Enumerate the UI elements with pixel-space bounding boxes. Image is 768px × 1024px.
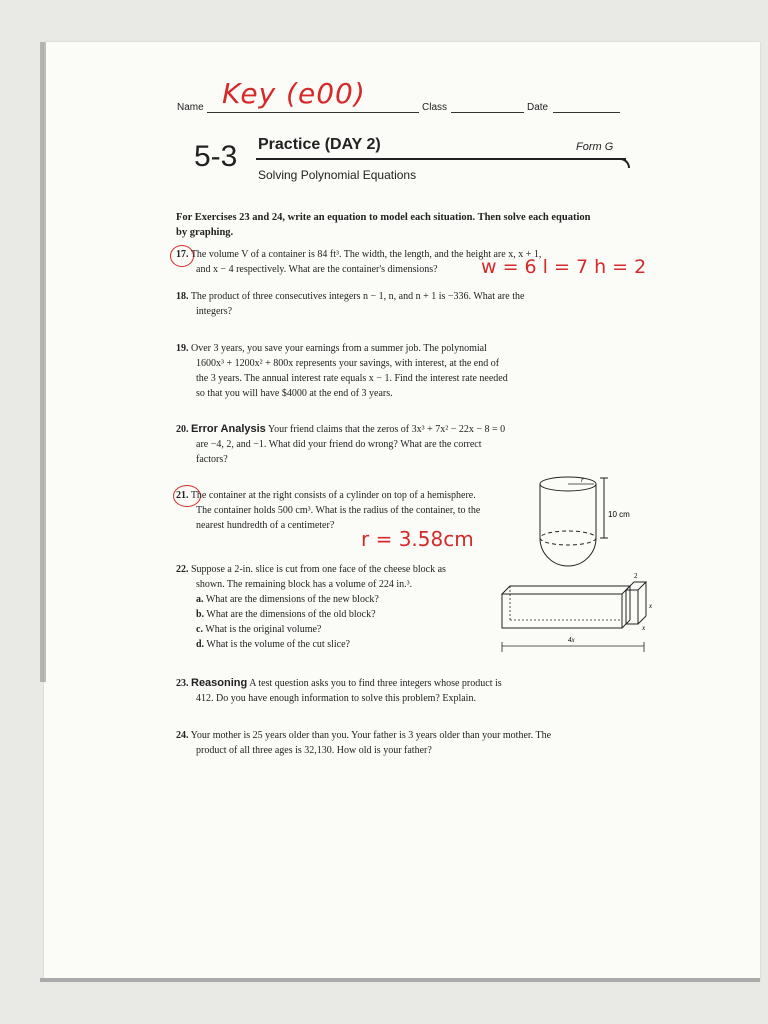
cheese-block-figure [498, 572, 658, 662]
exercise-text: integers? [196, 306, 233, 317]
exercise-text: The volume V of a container is 84 ft³. The width, the length, and the height are x, x + 1, [190, 249, 542, 260]
form-label: Form G [576, 141, 614, 153]
part-label: a. [196, 594, 204, 605]
exercise-text: The container at the right consists of a cylinder on top of a hemisphere. [190, 490, 476, 501]
exercise-text: 412. Do you have enough information to solve this problem? Explain. [196, 693, 476, 704]
slice-width-label: 2 [634, 572, 638, 580]
part-label: c. [196, 624, 203, 635]
exercise-number: 24. [176, 730, 189, 741]
height-label: x [649, 602, 653, 610]
exercise-number: 18. [176, 291, 189, 302]
lesson-number: 5-3 [194, 140, 238, 173]
radius-label: r [581, 476, 584, 484]
height-label: 10 cm [608, 510, 630, 519]
exercise-number: 17. [176, 249, 189, 260]
answer-17-handwritten: w = 6 l = 7 h = 2 [481, 256, 647, 278]
exercise-text: 1600x³ + 1200x² + 800x represents your savings, with interest, at the end of [196, 358, 500, 369]
part-text: What are the dimensions of the old block? [206, 609, 376, 620]
exercise-text: The container holds 500 cm³. What is the radius of the container, to the [196, 505, 481, 516]
part-text: What are the dimensions of the new block? [205, 594, 379, 605]
depth-label: x [642, 624, 646, 632]
exercise-text: Your mother is 25 years older than you. Your father is 3 years older than your mother. The [190, 730, 552, 741]
exercise-label: Error Analysis [191, 423, 266, 435]
part-label: d. [196, 639, 205, 650]
exercise-text: and x − 4 respectively. What are the container's dimensions? [196, 264, 438, 275]
exercise-19 [176, 341, 616, 401]
name-label: Name [177, 102, 204, 113]
exercise-text: product of all three ages is 32,130. How old is your father? [196, 745, 432, 756]
lesson-subtitle: Solving Polynomial Equations [258, 168, 417, 182]
exercise-18 [176, 289, 616, 319]
exercise-number: 22. [176, 564, 189, 575]
class-label: Class [422, 102, 448, 113]
scan-shadow-edge [40, 42, 46, 682]
title-rule [256, 158, 626, 160]
answer-21-handwritten: r = 3.58cm [361, 527, 474, 551]
name-line [207, 112, 419, 113]
exercise-text: shown. The remaining block has a volume of 224 in.³. [196, 579, 413, 590]
exercise-text: The product of three consecutives integers n − 1, n, and n + 1 is −336. What are the [190, 291, 525, 302]
exercise-text: factors? [196, 454, 228, 465]
exercise-22 [176, 562, 506, 652]
lesson-title: Practice (DAY 2) [258, 136, 381, 153]
scan-bottom-edge [40, 978, 760, 982]
exercise-number: 19. [176, 343, 189, 354]
exercise-text: the 3 years. The annual interest rate equals x − 1. Find the interest rate needed [196, 373, 508, 384]
part-text: What is the volume of the cut slice? [206, 639, 350, 650]
exercise-text: Suppose a 2-in. slice is cut from one face of the cheese block as [191, 564, 446, 575]
exercise-text: Over 3 years, you save your earnings from a summer job. The polynomial [191, 343, 487, 354]
header-row [177, 77, 627, 119]
instructions: For Exercises 23 and 24, write an equation to model each situation. Then solve each equation by graphing. [176, 212, 591, 238]
date-label: Date [527, 102, 549, 113]
name-handwritten-value: Key (e00) [222, 77, 366, 110]
exercise-23 [176, 676, 616, 706]
exercise-24 [176, 728, 621, 758]
length-label: 4x [568, 636, 575, 644]
date-line [553, 112, 620, 113]
exercise-text: Your friend claims that the zeros of 3x³ + 7x² − 22x − 8 = 0 [267, 424, 506, 435]
exercise-text: A test question asks you to find three integers whose product is [249, 678, 502, 689]
exercise-number: 20. [176, 424, 189, 435]
exercise-text: so that you will have $4000 at the end of 3 years. [196, 388, 393, 399]
exercise-text: nearest hundredth of a centimeter? [196, 520, 335, 531]
exercise-20 [176, 422, 616, 467]
exercise-label: Reasoning [191, 677, 248, 689]
exercise-number: 23. [176, 678, 189, 689]
exercise-text: are −4, 2, and −1. What did your friend do wrong? What are the correct [196, 439, 482, 450]
class-line [451, 112, 524, 113]
part-text: What is the original volume? [205, 624, 322, 635]
part-label: b. [196, 609, 205, 620]
exercise-number: 21. [176, 490, 189, 501]
cylinder-hemisphere-figure [536, 476, 646, 576]
